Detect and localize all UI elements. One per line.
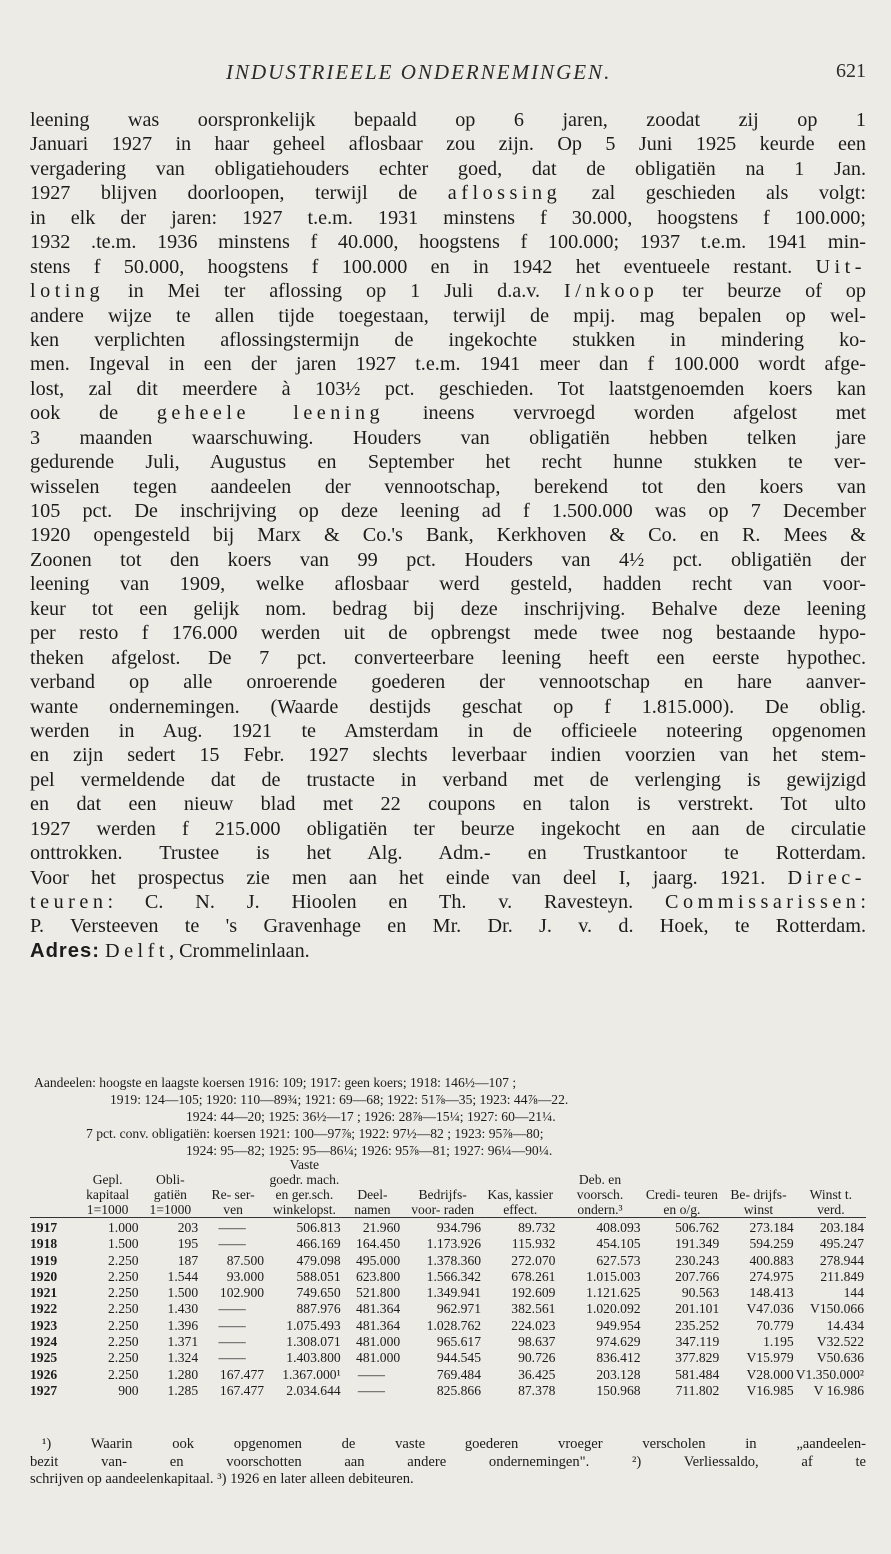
spaced-term: geheele leening	[156, 402, 385, 425]
table-cell: 836.412	[596, 1350, 641, 1366]
column-header: Deb. en voorsch. ondern.³	[576, 1172, 624, 1217]
row-year: 1926	[30, 1366, 58, 1382]
balance-table	[30, 1157, 866, 1399]
column-header: Winst t. verd.	[809, 1187, 853, 1217]
table-cell: 93.000	[226, 1268, 265, 1284]
table-cell: 506.813	[266, 1218, 343, 1237]
table-cell: 224.023	[511, 1317, 556, 1333]
text-line: werden in Aug. 1921 te Amsterdam in de officieele noteering opgenomen	[30, 719, 866, 742]
table-cell: V50.636	[816, 1350, 864, 1366]
quote-line: 1919: 124—105; 1920: 110—89¾; 1921: 69—68; 1922: 51⅞—35; 1923: 44⅞—22.	[110, 1092, 569, 1107]
table-cell: 36.425	[518, 1366, 556, 1382]
table-cell: 495.247	[819, 1236, 864, 1252]
quote-line: 1924: 95—82; 1925: 95—86¼; 1926: 95⅞—81; 1927: 96¼—90¼.	[186, 1143, 553, 1158]
table-cell: 1.075.493	[286, 1317, 341, 1333]
spaced-term: aflossing	[447, 182, 562, 205]
text-line: teuren: C. N. J. Hioolen en Th. v. Ravesteyn. Commissarissen:	[30, 891, 866, 913]
table-cell: 934.796	[402, 1218, 483, 1237]
table-cell: 825.866	[436, 1382, 482, 1398]
table-cell: 2.034.644	[286, 1382, 341, 1398]
table-cell: 2.250	[108, 1350, 139, 1366]
table-cell: 144	[843, 1285, 864, 1301]
table-cell: 1.566.342	[426, 1268, 482, 1284]
table-cell: 1.544	[167, 1268, 199, 1284]
table-cell: V 16.986	[813, 1382, 864, 1398]
table-cell: 1.500	[108, 1236, 139, 1252]
quote-line: 1924: 44—20; 1925: 36½—17 ; 1926: 28⅞—15¼; 1927: 60—21¼.	[186, 1109, 556, 1124]
footnotes	[30, 1436, 866, 1489]
column-header: Kas, kassier effect.	[487, 1187, 554, 1217]
text-line: 105 pct. De inschrijving op deze leening ad f 1.500.000 was op 7 December	[30, 500, 866, 522]
table-cell: 769.484	[436, 1366, 482, 1382]
table-cell: 115.932	[511, 1236, 556, 1252]
text-line: wisselen tegen aandeelen der vennootschap, berekend tot den koers van	[30, 475, 866, 498]
table-cell: 495.000	[356, 1252, 401, 1268]
address-label: Adres:	[30, 939, 100, 962]
row-year: 1917	[30, 1218, 75, 1237]
table-cell: 887.976	[296, 1301, 341, 1317]
spaced-term: Uit-	[815, 255, 866, 278]
table-row	[30, 1334, 866, 1350]
table-cell: 207.766	[675, 1268, 720, 1284]
table-cell: 2.250	[108, 1285, 139, 1301]
table-header-row	[30, 1172, 866, 1218]
table-cell: 479.098	[296, 1252, 341, 1268]
table-cell: 164.450	[356, 1236, 401, 1252]
table-cell: 711.802	[675, 1382, 720, 1398]
text-line: loting in Mei ter aflossing op 1 Juli d.a.v. I/nkoop ter beurze of op	[30, 280, 866, 303]
table-cell: 167.477	[219, 1366, 265, 1382]
table-cell: 150.968	[596, 1382, 641, 1398]
text-line: onttrokken. Trustee is het Alg. Adm.- en Trustkantoor te Rotterdam.	[30, 842, 866, 865]
table-cell: 588.051	[296, 1268, 341, 1284]
table-cell: ——	[218, 1317, 246, 1333]
table-cell: 87.378	[518, 1382, 556, 1398]
table-cell: 900	[118, 1382, 139, 1398]
text-line: leening was oorspronkelijk bepaald op 6 jaren, zoodat zij op 1	[30, 109, 866, 131]
column-header: Be- drijfs- winst	[730, 1187, 787, 1217]
table-cell: V16.985	[746, 1382, 794, 1398]
table-cell: 70.779	[756, 1317, 794, 1333]
table-row	[30, 1253, 866, 1269]
running-title: INDUSTRIEELE ONDERNEMINGEN.	[226, 60, 612, 84]
row-year: 1921	[30, 1285, 58, 1301]
table-cell: 974.629	[596, 1334, 641, 1350]
table-cell: 1.349.941	[426, 1285, 482, 1301]
table-cell: 481.364	[356, 1317, 401, 1333]
table-cell: 623.800	[356, 1268, 401, 1284]
quote-line: 7 pct. conv. obligatiën: koersen 1921: 100—97⅞; 1922: 97½—82 ; 1923: 95⅞—80;	[86, 1126, 544, 1141]
table-cell: 1.367.000¹	[282, 1366, 341, 1382]
table-cell: 749.650	[296, 1285, 341, 1301]
table-cell: V1.350.000²	[795, 1366, 864, 1382]
row-year: 1918	[30, 1236, 58, 1252]
table-cell: 1.015.003	[586, 1268, 641, 1284]
table-cell: ——	[200, 1218, 266, 1237]
table-cell: 678.261	[511, 1268, 556, 1284]
table-cell: 1.403.800	[286, 1350, 341, 1366]
table-cell: 2.250	[108, 1317, 139, 1333]
table-cell: 965.617	[436, 1334, 482, 1350]
text-line: per resto f 176.000 werden uit de opbrengst mede twee nog bestaande hypo-	[30, 622, 866, 645]
table-cell: 167.477	[219, 1382, 265, 1398]
spaced-term: teuren	[30, 891, 108, 913]
table-cell: 1.371	[167, 1334, 199, 1350]
column-header	[30, 1172, 75, 1218]
text-line: verband op alle onroerende goederen der vennootschap en hare aanver-	[30, 671, 866, 694]
table-row	[30, 1285, 866, 1301]
table-cell: ——	[218, 1334, 246, 1350]
address-line: Adres: Delft, Crommelinlaan.	[30, 939, 310, 962]
text-line: 3 maanden waarschuwing. Houders van obligatiën hebben telken jare	[30, 426, 866, 449]
table-cell: ——	[218, 1350, 246, 1366]
table-row	[30, 1269, 866, 1285]
table-row	[30, 1350, 866, 1366]
text-line: Zoonen tot den koers van 99 pct. Houders van 4½ pct. obligatiën der	[30, 548, 866, 571]
spaced-term: Delft	[105, 939, 169, 962]
column-header: Deel- namen	[354, 1187, 391, 1217]
table-cell: 235.252	[675, 1317, 720, 1333]
row-year: 1925	[30, 1350, 58, 1366]
table-cell: 148.413	[749, 1285, 794, 1301]
table-body	[30, 1218, 866, 1400]
table-cell: 273.184	[721, 1218, 795, 1237]
table-row	[30, 1383, 866, 1399]
column-header: Gepl. kapitaal 1=1000	[86, 1172, 130, 1217]
table-cell: 944.545	[436, 1350, 482, 1366]
column-header: goedr. mach. en ger.sch. winkelopst.	[269, 1172, 340, 1217]
table-cell: 201.101	[675, 1301, 720, 1317]
table-cell: V150.066	[810, 1301, 864, 1317]
table-cell: 1.195	[763, 1334, 794, 1350]
row-year: 1922	[30, 1301, 58, 1317]
table-cell: 272.070	[511, 1252, 556, 1268]
table-cell: 481.364	[356, 1301, 401, 1317]
table-cell: V32.522	[816, 1334, 864, 1350]
table-cell: 377.829	[675, 1350, 720, 1366]
table-cell: ——	[218, 1236, 246, 1252]
table-cell: 962.971	[436, 1301, 482, 1317]
page-header	[30, 60, 866, 90]
table-cell: ——	[218, 1301, 246, 1317]
table-cell: 481.000	[356, 1334, 401, 1350]
text-line: in elk der jaren: 1927 t.e.m. 1931 minstens f 30.000, hoogstens f 100.000;	[30, 206, 866, 229]
table-cell: 521.800	[356, 1285, 401, 1301]
text-line: ken verplichten aflossingstermijn de ingekochte stukken in mindering ko-	[30, 328, 866, 351]
table-cell: 1.280	[167, 1366, 199, 1382]
table-cell: 2.250	[108, 1252, 139, 1268]
table-cell: 581.484	[675, 1366, 720, 1382]
row-year: 1923	[30, 1317, 58, 1333]
text-line: en dat een nieuw blad met 22 coupons en talon is verstrekt. Tot ulto	[30, 793, 866, 816]
table-cell: 203.184	[796, 1218, 866, 1237]
text-line: leening van 1909, welke aflosbaar werd gesteld, hadden recht van voor-	[30, 573, 866, 596]
table-cell: 1.308.071	[286, 1334, 341, 1350]
table-cell: ——	[357, 1366, 386, 1382]
table-row	[30, 1218, 866, 1237]
table-cell: 347.119	[675, 1334, 720, 1350]
table-cell: 191.349	[675, 1236, 720, 1252]
table-cell: 382.561	[511, 1301, 556, 1317]
text-line: P. Versteeven te 's Gravenhage en Mr. Dr. J. v. d. Hoek, te Rotterdam.	[30, 915, 866, 938]
table-cell: 98.637	[518, 1334, 556, 1350]
table-cell: V28.000	[746, 1366, 794, 1382]
footnote-line: bezit van- en voorschotten aan andere ondernemingen". ²) Verliessaldo, af te	[30, 1453, 866, 1470]
column-header: Credi- teuren en o/g.	[645, 1187, 718, 1217]
table-cell: 195	[177, 1236, 199, 1252]
row-year: 1927	[30, 1382, 58, 1398]
table-row	[30, 1367, 866, 1383]
table-cell: 211.849	[820, 1268, 864, 1284]
table-cell: 192.609	[511, 1285, 556, 1301]
text-line: gedurende Juli, Augustus en September het recht hunne stukken te ver-	[30, 451, 866, 474]
spaced-term: I/nkoop	[564, 280, 659, 303]
table-cell: 1.285	[167, 1382, 199, 1398]
table-cell: 2.250	[108, 1301, 139, 1317]
table-cell: 481.000	[356, 1350, 401, 1366]
column-header: Obli- gatiën 1=1000	[149, 1172, 192, 1217]
text-line: 1920 opengesteld bij Marx & Co.'s Bank, Kerkhoven & Co. en R. Mees &	[30, 524, 866, 547]
table-cell: 1.028.762	[426, 1317, 482, 1333]
table-cell: 1.430	[167, 1301, 199, 1317]
table-cell: 1.500	[167, 1285, 199, 1301]
footnote-line: schrijven op aandeelenkapitaal. ³) 1926 en later alleen debiteuren.	[30, 1471, 414, 1487]
table-cell: 400.883	[749, 1252, 794, 1268]
column-header: Re- ser- ven	[211, 1187, 255, 1217]
text-line: ook de geheele leening ineens vervroegd worden afgelost met	[30, 402, 866, 425]
table-cell: 90.563	[681, 1285, 720, 1301]
text-line: men. Ingeval in een der jaren 1927 t.e.m. 1941 meer dan f 100.000 wordt afge-	[30, 353, 866, 376]
row-year: 1920	[30, 1268, 58, 1284]
table-cell: 466.169	[296, 1236, 341, 1252]
table-cell: 1.378.360	[426, 1252, 482, 1268]
table-cell: 203	[141, 1218, 201, 1237]
table-cell: 278.944	[819, 1252, 864, 1268]
table-cell: 2.250	[108, 1334, 139, 1350]
spaced-term: loting	[30, 280, 105, 303]
table-cell: 1.000	[75, 1218, 141, 1237]
text-line: Januari 1927 in haar geheel aflosbaar zou zijn. Op 5 Juni 1925 keurde een	[30, 133, 866, 156]
table-cell: ——	[357, 1382, 386, 1398]
table-row	[30, 1236, 866, 1252]
table-row	[30, 1301, 866, 1317]
column-header-top: Vaste	[289, 1157, 320, 1172]
table-cell: 454.105	[596, 1236, 641, 1252]
text-line: pel vermeldende dat de trustacte in verband met de verlenging is gewijzigd	[30, 768, 866, 791]
text-line: 1927 werden f 215.000 obligatiën ter beurze ingekocht en aan de circulatie	[30, 817, 866, 840]
table-cell: 1.121.625	[586, 1285, 641, 1301]
spaced-term: Commissarissen	[665, 891, 861, 913]
price-quotations	[30, 1074, 866, 1159]
table-cell: 627.573	[596, 1252, 641, 1268]
table-cell: 21.960	[343, 1218, 403, 1237]
table-cell: 203.128	[596, 1366, 641, 1382]
table-cell: 1.173.926	[426, 1236, 482, 1252]
text-line: 1927 blijven doorloopen, terwijl de aflossing zal geschieden als volgt:	[30, 182, 866, 205]
table-row	[30, 1318, 866, 1334]
column-header: Bedrijfs- voor- raden	[411, 1187, 474, 1217]
table-cell: 1.324	[167, 1350, 199, 1366]
text-line: lost, zal dit meerdere à 103½ pct. geschieden. Tot laatstgenoemden koers kan	[30, 377, 866, 400]
table-cell: 594.259	[749, 1236, 794, 1252]
table-cell: V47.036	[746, 1301, 794, 1317]
table-cell: 1.396	[167, 1317, 199, 1333]
spaced-term: Direc-	[787, 866, 866, 889]
table-cell: 2.250	[108, 1366, 139, 1382]
text-line: wante ondernemingen. (Waarde destijds geschat op f 1.815.000). De oblig.	[30, 695, 866, 718]
text-line: en zijn sedert 15 Febr. 1927 slechts leverbaar indien voorzien van het stem-	[30, 744, 866, 767]
table-cell: 14.434	[826, 1317, 864, 1333]
row-year: 1924	[30, 1334, 58, 1350]
table-cell: 89.732	[483, 1218, 557, 1237]
row-year: 1919	[30, 1252, 58, 1268]
table-cell: 2.250	[108, 1268, 139, 1284]
table-cell: 187	[177, 1252, 199, 1268]
financial-table	[30, 1157, 866, 1399]
table-cell: 230.243	[675, 1252, 720, 1268]
table-cell: 1.020.092	[586, 1301, 641, 1317]
quote-line: Aandeelen: hoogste en laagste koersen 1916: 109; 1917: geen koers; 1918: 146½—107 ;	[34, 1075, 517, 1090]
footnote-line: ¹) Waarin ook opgenomen de vaste goederen vroeger verscholen in „aandeelen-	[42, 1436, 866, 1452]
text-line: Voor het prospectus zie men aan het einde van deel I, jaarg. 1921. Direc-	[30, 866, 866, 889]
text-line: keur tot een gelijk nom. bedrag bij deze inschrijving. Behalve deze leening	[30, 597, 866, 620]
text-line: theken afgelost. De 7 pct. converteerbare leening heeft een eerste hypothec.	[30, 646, 866, 669]
page-number: 621	[836, 60, 866, 82]
table-cell: 102.900	[219, 1285, 265, 1301]
table-cell: 90.726	[518, 1350, 556, 1366]
text-line: andere wijze te allen tijde toegestaan, terwijl de mpij. mag bepalen op wel-	[30, 304, 866, 327]
table-cell: V15.979	[746, 1350, 794, 1366]
text-line: stens f 50.000, hoogstens f 100.000 en in 1942 het eventueele restant. Uit-	[30, 255, 866, 278]
text-line: 1932 .te.m. 1936 minstens f 40.000, hoogstens f 100.000; 1937 t.e.m. 1941 min-	[30, 231, 866, 254]
table-cell: 408.093	[557, 1218, 642, 1237]
table-cell: 506.762	[643, 1218, 722, 1237]
body-paragraph	[30, 108, 866, 963]
table-cell: 87.500	[226, 1252, 265, 1268]
table-cell: 274.975	[749, 1268, 794, 1284]
table-cell: 949.954	[596, 1317, 641, 1333]
text-line: vergadering van obligatiehouders echter goed, dat de obligatiën na 1 Jan.	[30, 157, 866, 180]
